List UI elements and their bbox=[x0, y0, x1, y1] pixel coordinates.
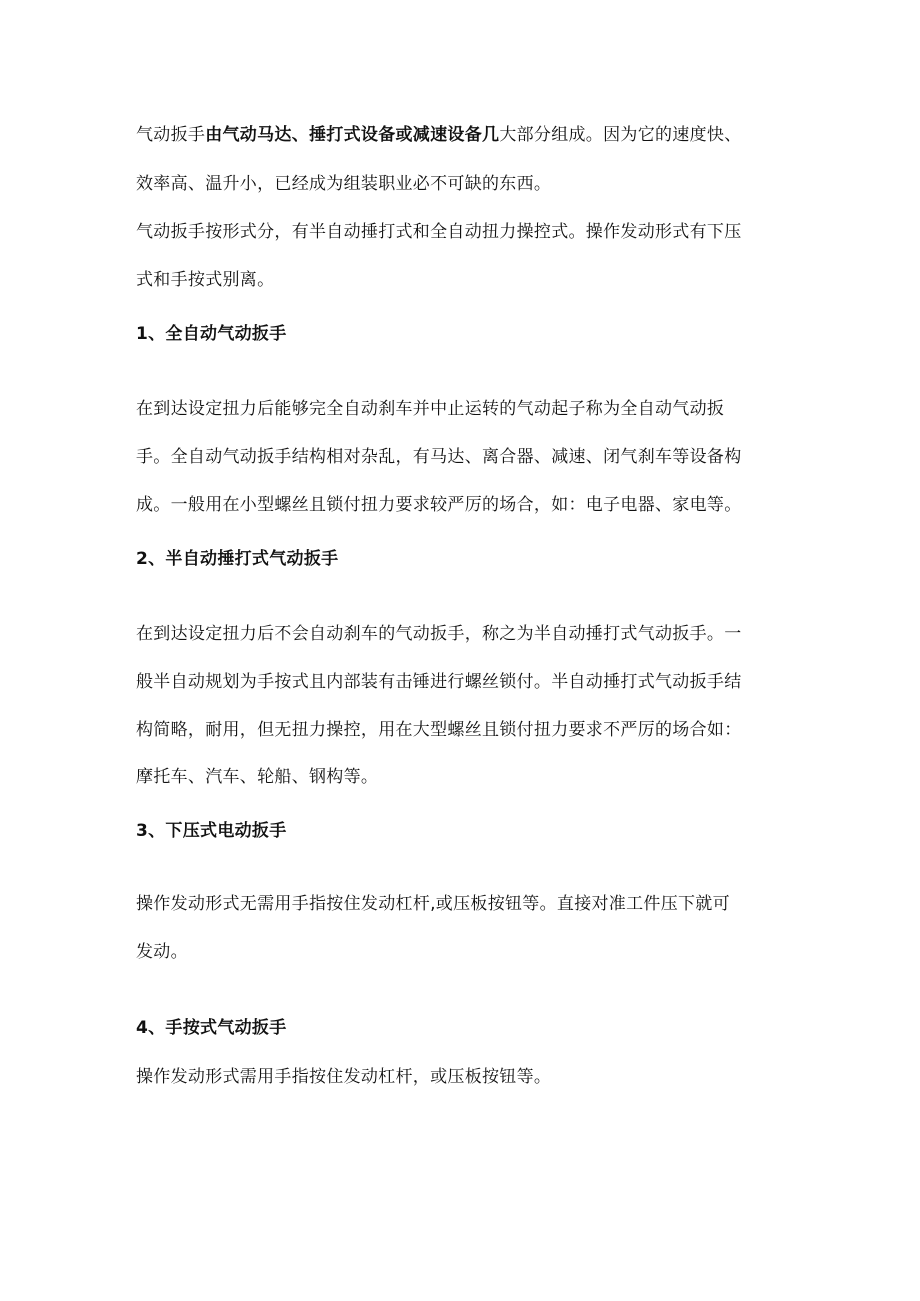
intro-text: 气动扳手 bbox=[136, 125, 206, 145]
section-paragraph-line: 手。全自动气动扳手结构相对杂乱，有马达、离合器、减速、闭气刹车等设备构 bbox=[136, 447, 742, 467]
intro-line-2: 效率高、温升小，已经成为组装职业必不可缺的东西。 bbox=[136, 174, 552, 194]
intro-line-4: 式和手按式别离。 bbox=[136, 270, 275, 290]
intro-text: 大部分组成。因为它的速度快、 bbox=[499, 125, 742, 145]
section-paragraph-line: 发动。 bbox=[136, 942, 188, 962]
section-heading: 4、手按式气动扳手 bbox=[136, 1018, 287, 1038]
section-paragraph-line: 在到达设定扭力后能够完全自动刹车并中止运转的气动起子称为全自动气动扳 bbox=[136, 399, 725, 419]
section-paragraph-line: 摩托车、汽车、轮船、钢构等。 bbox=[136, 767, 379, 787]
section-heading: 1、全自动气动扳手 bbox=[136, 324, 287, 344]
section-paragraph-line: 操作发动形式需用手指按住发动杠杆，或压板按钮等。 bbox=[136, 1067, 552, 1087]
section-paragraph-line: 般半自动规划为手按式且内部装有击锤进行螺丝锁付。半自动捶打式气动扳手结 bbox=[136, 672, 742, 692]
section-paragraph-line: 操作发动形式无需用手指按住发动杠杆,或压板按钮等。直接对准工件压下就可 bbox=[136, 894, 730, 914]
intro-line-3: 气动扳手按形式分，有半自动捶打式和全自动扭力操控式。操作发动形式有下压 bbox=[136, 222, 742, 242]
intro-line-1 bbox=[136, 124, 742, 146]
section-paragraph-line: 成。一般用在小型螺丝且锁付扭力要求较严厉的场合，如：电子电器、家电等。 bbox=[136, 495, 742, 515]
section-heading: 3、下压式电动扳手 bbox=[136, 821, 287, 841]
section-paragraph-line: 构简略，耐用，但无扭力操控，用在大型螺丝且锁付扭力要求不严厉的场合如： bbox=[136, 720, 742, 740]
intro-bold-text: 由气动马达、捶打式设备或减速设备几 bbox=[205, 125, 500, 145]
section-heading: 2、半自动捶打式气动扳手 bbox=[136, 549, 339, 569]
section-paragraph-line: 在到达设定扭力后不会自动刹车的气动扳手，称之为半自动捶打式气动扳手。一 bbox=[136, 624, 742, 644]
